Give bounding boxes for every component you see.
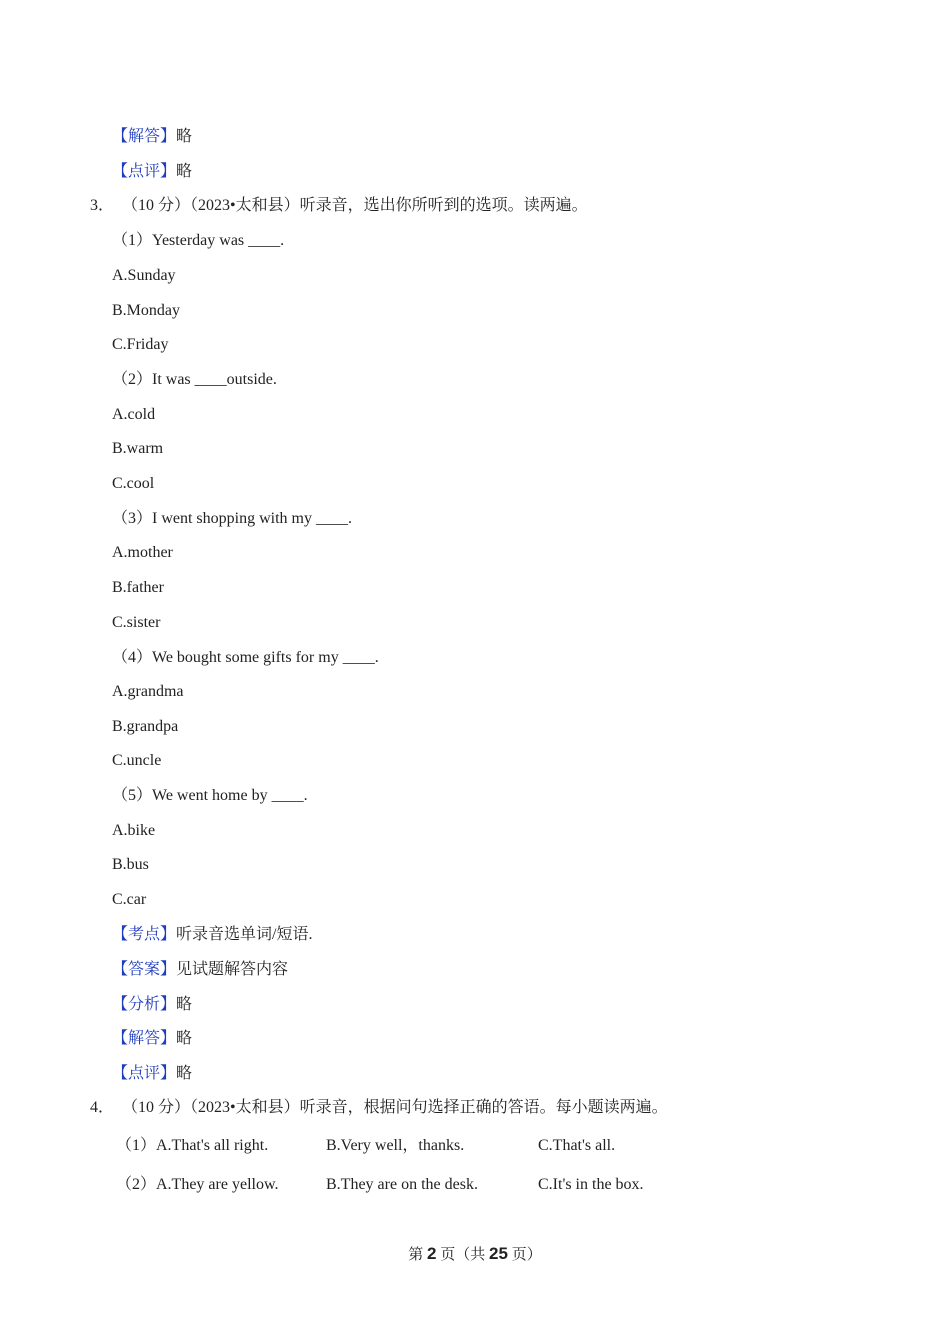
q3-item1-prompt: （1）Yesterday was ____. — [112, 232, 285, 249]
dianping-tag: 【点评】 — [112, 1065, 177, 1082]
q3-item2-prompt: （2）It was ____outside. — [112, 371, 277, 388]
q3-item2-option-a: A.cold — [112, 406, 156, 423]
q3-item1-option-a: A.Sunday — [112, 267, 176, 284]
q3-item4-option-c: C.uncle — [112, 752, 162, 769]
q4-row1-option-c: C.That's all. — [538, 1137, 616, 1154]
jieda-text: 略 — [176, 1030, 193, 1047]
footer-page-number: 2 — [427, 1244, 437, 1263]
q3-item3-option-a: A.mother — [112, 544, 173, 561]
q4-row1-option-a: （1）A.That's all right. — [116, 1137, 269, 1154]
daan-tag: 【答案】 — [112, 961, 177, 978]
jieda-text: 略 — [176, 128, 193, 145]
top-dianping-line — [112, 162, 192, 182]
q3-jieda-line — [112, 1029, 192, 1049]
dianping-tag: 【点评】 — [112, 163, 177, 180]
q3-item3-prompt: （3）I went shopping with my ____. — [112, 510, 352, 527]
q3-item1-option-b: B.Monday — [112, 302, 180, 319]
dianping-text: 略 — [176, 1065, 193, 1082]
q3-item5-option-a: A.bike — [112, 822, 156, 839]
q3-item2-option-c: C.cool — [112, 475, 155, 492]
q4-row2-option-c: C.It's in the box. — [538, 1176, 644, 1193]
q3-item3-option-b: B.father — [112, 579, 164, 596]
kaodian-tag: 【考点】 — [112, 926, 177, 943]
dianping-text: 略 — [176, 163, 193, 180]
q3-stem: （10 分）（2023•太和县）听录音，选出你所听到的选项。读两遍。 — [122, 197, 588, 214]
q3-dianping-line — [112, 1064, 192, 1084]
q4-row2-option-a: （2）A.They are yellow. — [116, 1176, 279, 1193]
footer-pre: 第 — [408, 1247, 428, 1263]
q3-item1-option-c: C.Friday — [112, 336, 169, 353]
q4-row1-option-b: B.Very well，thanks. — [326, 1137, 465, 1154]
q3-fenxi-line — [112, 995, 192, 1015]
q3-item4-prompt: （4）We bought some gifts for my ____. — [112, 649, 379, 666]
q3-item4-option-b: B.grandpa — [112, 718, 179, 735]
q3-item2-option-b: B.warm — [112, 440, 164, 457]
footer-mid: 页（共 — [436, 1247, 490, 1263]
jieda-tag: 【解答】 — [112, 1030, 177, 1047]
kaodian-text: 听录音选单词/短语. — [176, 926, 313, 943]
q3-item5-option-b: B.bus — [112, 856, 149, 873]
q3-item5-option-c: C.car — [112, 891, 147, 908]
q3-daan-line — [112, 960, 288, 980]
q4-number: 4． — [90, 1099, 115, 1116]
q3-item4-option-a: A.grandma — [112, 683, 184, 700]
footer-post: 页） — [507, 1247, 542, 1263]
q3-number: 3． — [90, 197, 115, 214]
q4-stem: （10 分）（2023•太和县）听录音，根据问句选择正确的答语。每小题读两遍。 — [122, 1099, 668, 1116]
daan-text: 见试题解答内容 — [176, 961, 289, 978]
fenxi-tag: 【分析】 — [112, 996, 177, 1013]
page-footer — [0, 1244, 950, 1265]
footer-total-pages: 25 — [489, 1244, 508, 1263]
q4-row2-option-b: B.They are on the desk. — [326, 1176, 478, 1193]
jieda-tag: 【解答】 — [112, 128, 177, 145]
q3-item5-prompt: （5）We went home by ____. — [112, 787, 308, 804]
fenxi-text: 略 — [176, 996, 193, 1013]
q3-item3-option-c: C.sister — [112, 614, 161, 631]
q3-kaodian-line — [112, 925, 312, 945]
top-jieda-line — [112, 127, 192, 147]
